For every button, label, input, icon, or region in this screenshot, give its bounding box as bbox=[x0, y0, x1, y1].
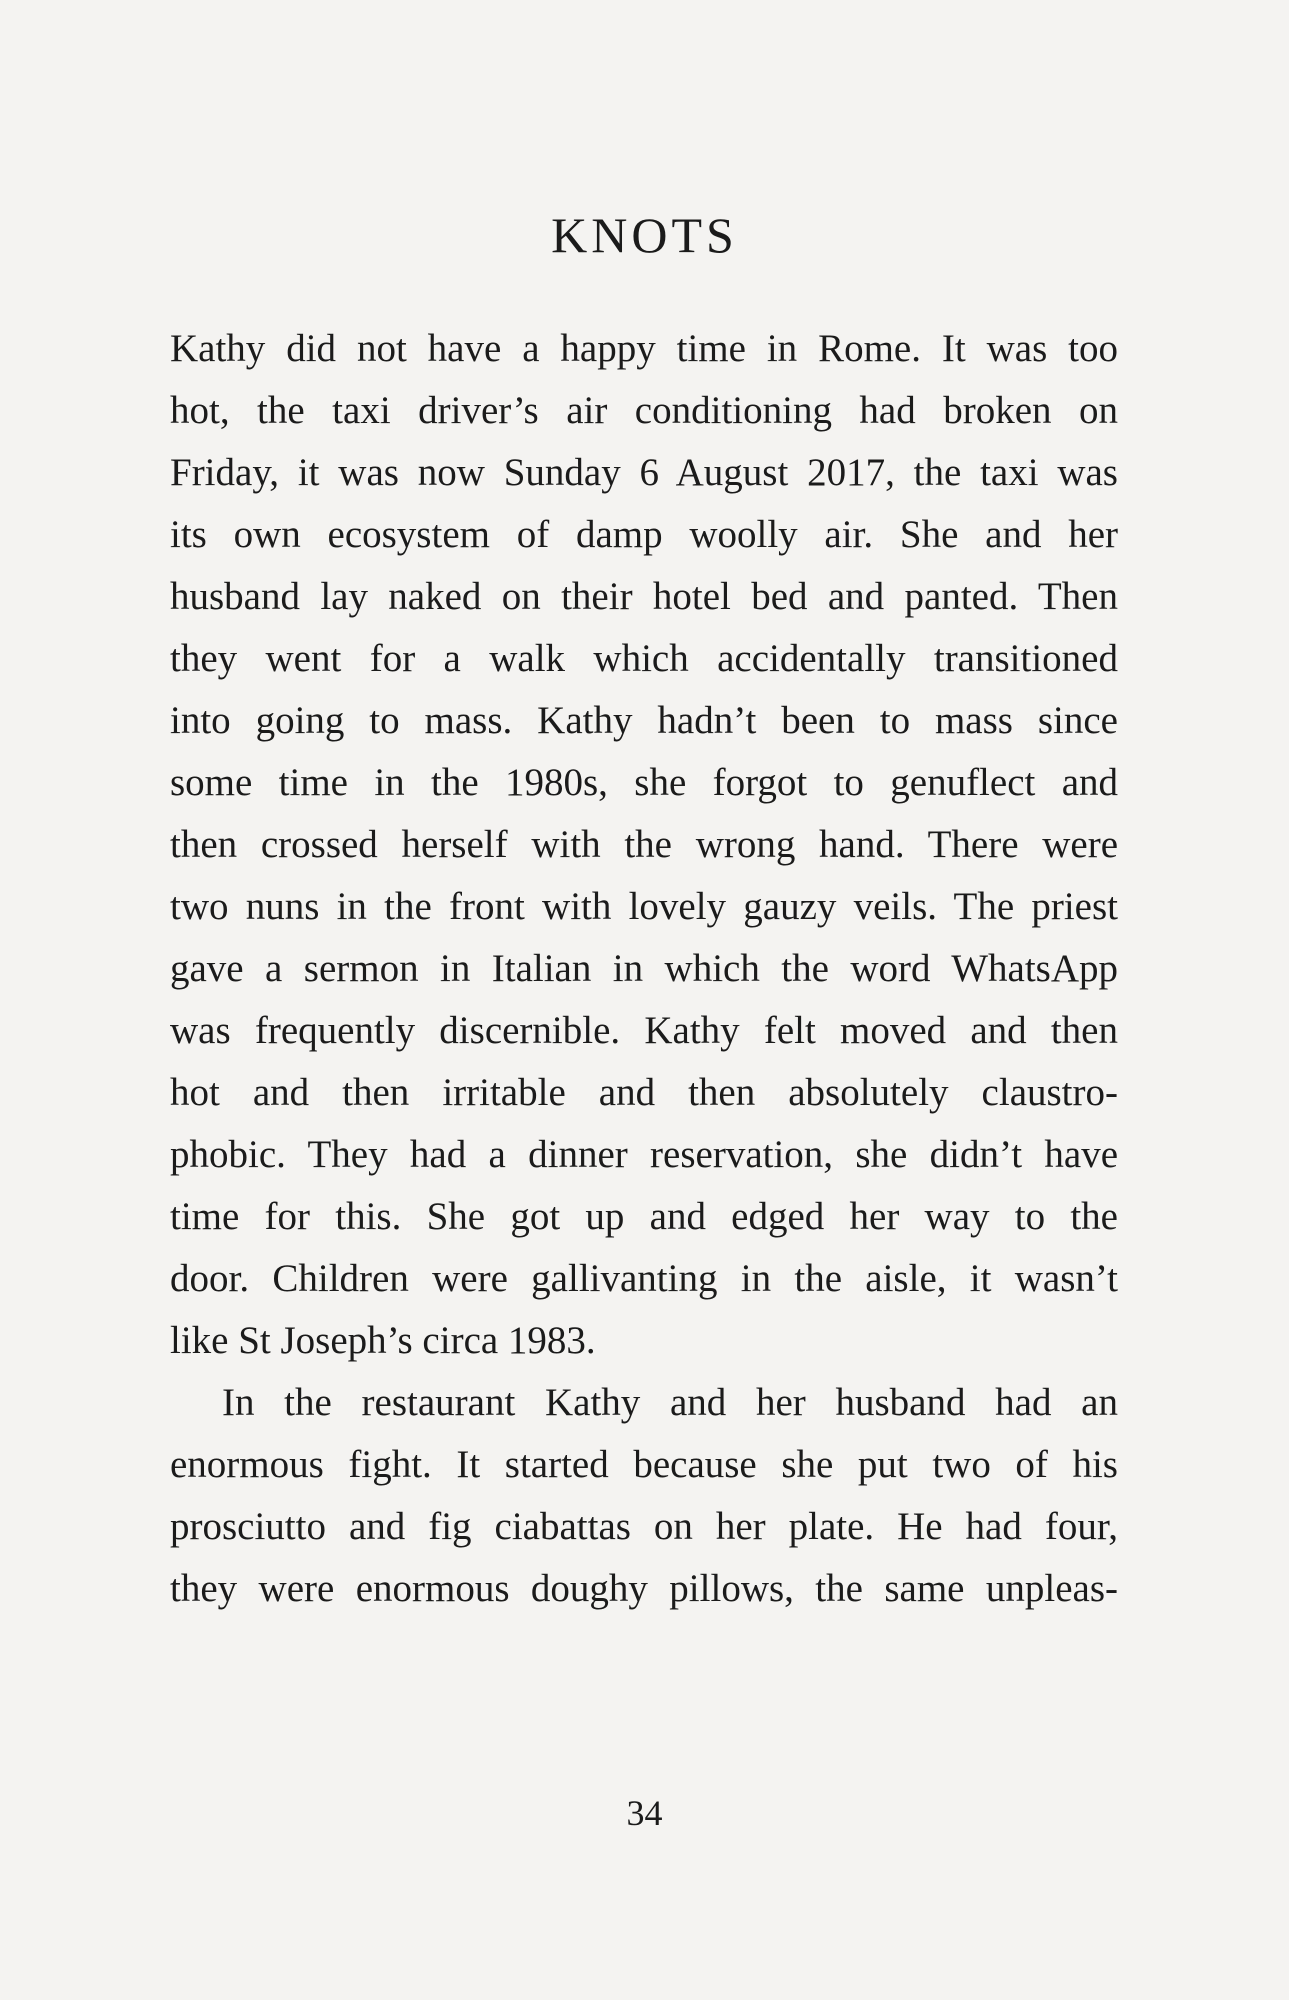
page-number: 34 bbox=[626, 1793, 663, 1833]
text-line: they were enormous doughy pillows, the same unpleas- bbox=[170, 1567, 1118, 1610]
text-line: was frequently discernible. Kathy felt moved and then bbox=[170, 1009, 1118, 1052]
text-line: like St Joseph’s circa 1983. bbox=[170, 1319, 596, 1362]
text-line: gave a sermon in Italian in which the word WhatsApp bbox=[170, 947, 1118, 990]
paragraph-1 bbox=[170, 318, 1118, 1372]
chapter-title: KNOTS bbox=[551, 207, 738, 263]
text-line: its own ecosystem of damp woolly air. She and her bbox=[170, 513, 1118, 556]
text-line: door. Children were gallivanting in the aisle, it wasn’t bbox=[170, 1257, 1118, 1300]
text-line: into going to mass. Kathy hadn’t been to mass since bbox=[170, 699, 1118, 742]
text-line: phobic. They had a dinner reservation, she didn’t have bbox=[170, 1133, 1118, 1176]
text-line: enormous fight. It started because she put two of his bbox=[170, 1443, 1118, 1486]
text-line: Kathy did not have a happy time in Rome. It was too bbox=[170, 327, 1118, 370]
body-text bbox=[170, 318, 1118, 1620]
text-line: prosciutto and fig ciabattas on her plate. He had four, bbox=[170, 1505, 1118, 1548]
text-line: hot, the taxi driver’s air conditioning had broken on bbox=[170, 389, 1118, 432]
text-line: some time in the 1980s, she forgot to genuflect and bbox=[170, 761, 1118, 804]
text-line: they went for a walk which accidentally transitioned bbox=[170, 637, 1118, 680]
text-line: then crossed herself with the wrong hand. There were bbox=[170, 823, 1118, 866]
text-line: time for this. She got up and edged her way to the bbox=[170, 1195, 1118, 1238]
text-line: hot and then irritable and then absolutely claustro- bbox=[170, 1071, 1118, 1114]
text-line: husband lay naked on their hotel bed and panted. Then bbox=[170, 575, 1118, 618]
text-line: two nuns in the front with lovely gauzy veils. The priest bbox=[170, 885, 1118, 928]
paragraph-2 bbox=[170, 1372, 1118, 1620]
text-line: Friday, it was now Sunday 6 August 2017, the taxi was bbox=[170, 451, 1118, 494]
text-line: In the restaurant Kathy and her husband had an bbox=[222, 1381, 1118, 1424]
